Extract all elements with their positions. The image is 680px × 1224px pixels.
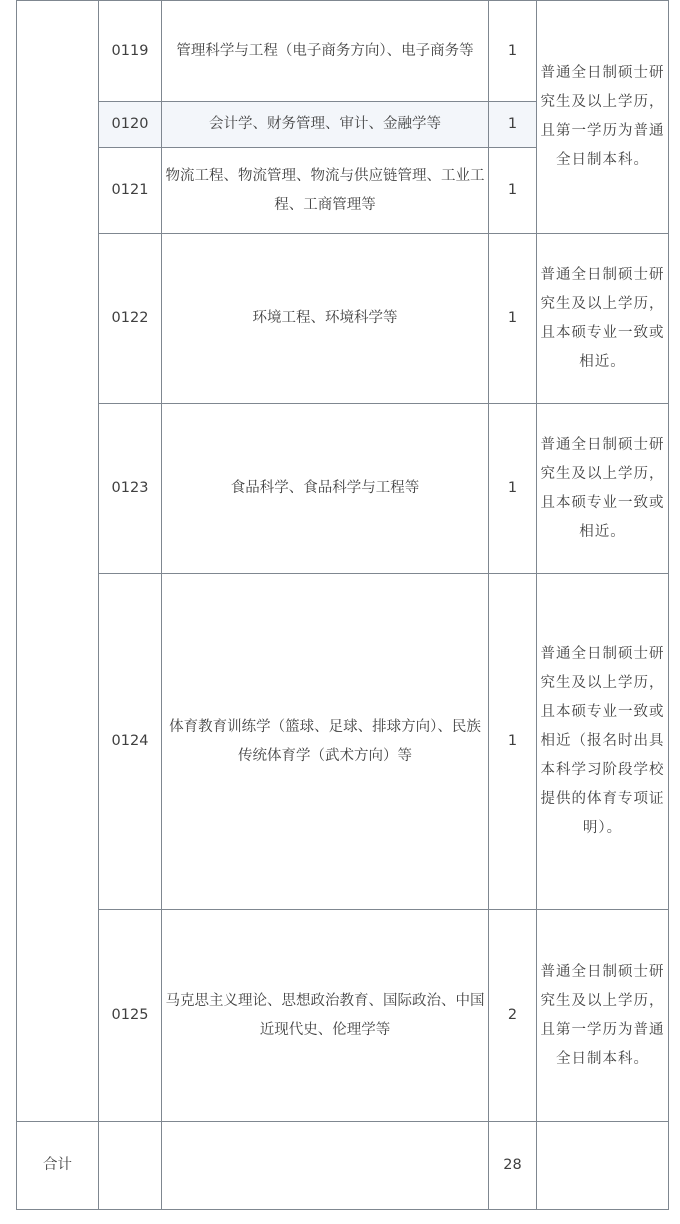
headcount: 1 [489,148,537,234]
education-requirement: 普通全日制硕士研究生及以上学历，且本硕专业一致或相近。 [537,234,669,404]
position-code: 0121 [99,148,162,234]
major-requirement: 物流工程、物流管理、物流与供应链管理、工业工程、工商管理等 [162,148,489,234]
headcount: 1 [489,574,537,910]
recruitment-table [16,0,669,1210]
major-requirement: 管理科学与工程（电子商务方向）、电子商务等 [162,1,489,102]
position-code: 0124 [99,574,162,910]
position-code: 0123 [99,404,162,574]
position-code: 0119 [99,1,162,102]
empty-cell [99,1122,162,1210]
education-requirement: 普通全日制硕士研究生及以上学历，且本硕专业一致或相近。 [537,404,669,574]
major-requirement: 马克思主义理论、思想政治教育、国际政治、中国近现代史、伦理学等 [162,910,489,1122]
headcount: 1 [489,404,537,574]
headcount: 1 [489,102,537,148]
empty-cell [162,1122,489,1210]
education-requirement: 普通全日制硕士研究生及以上学历，且本硕专业一致或相近（报名时出具本科学习阶段学校提供的体育专项证明）。 [537,574,669,910]
total-row [17,1122,669,1210]
total-count: 28 [489,1122,537,1210]
table-row [17,234,669,404]
table-row [17,574,669,910]
empty-cell [537,1122,669,1210]
headcount: 1 [489,234,537,404]
major-requirement: 会计学、财务管理、审计、金融学等 [162,102,489,148]
major-requirement: 食品科学、食品科学与工程等 [162,404,489,574]
position-code: 0125 [99,910,162,1122]
headcount: 1 [489,1,537,102]
table-row [17,910,669,1122]
unit-cell [17,1,99,1122]
position-code: 0122 [99,234,162,404]
table-row [17,404,669,574]
headcount: 2 [489,910,537,1122]
major-requirement: 体育教育训练学（篮球、足球、排球方向）、民族传统体育学（武术方向）等 [162,574,489,910]
position-code: 0120 [99,102,162,148]
education-requirement: 普通全日制硕士研究生及以上学历，且第一学历为普通全日制本科。 [537,910,669,1122]
education-requirement: 普通全日制硕士研究生及以上学历，且第一学历为普通全日制本科。 [537,1,669,234]
major-requirement: 环境工程、环境科学等 [162,234,489,404]
table-row [17,1,669,102]
total-label: 合计 [17,1122,99,1210]
